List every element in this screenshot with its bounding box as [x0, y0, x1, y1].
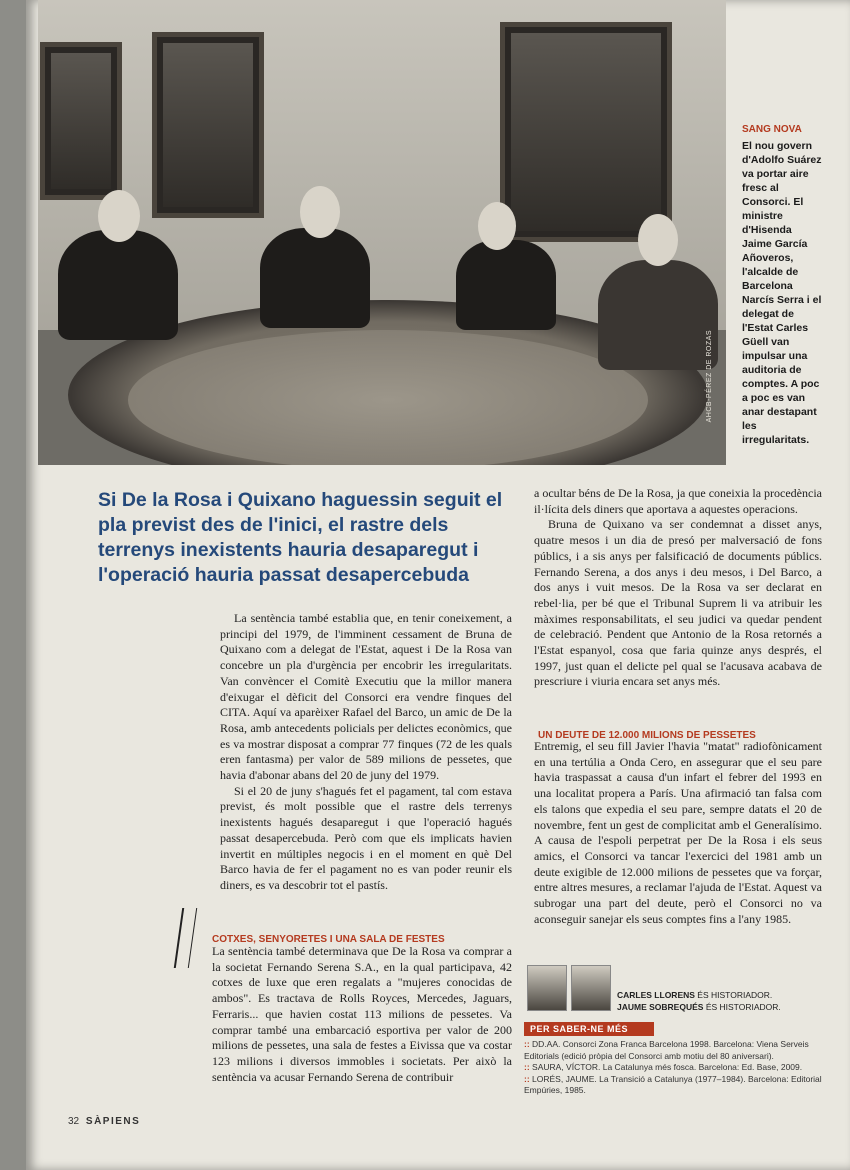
further-reading-heading: PER SABER-NE MÉS: [524, 1022, 654, 1036]
authors-block: [525, 965, 825, 1015]
portrait-frame-3: [500, 22, 672, 242]
author-2-role: ÉS HISTORIADOR.: [705, 1002, 781, 1012]
right-column-lower: [534, 739, 822, 927]
right-subheading: UN DEUTE DE 12.000 MILIONS DE PESSETES: [538, 730, 756, 741]
photo-caption: [742, 124, 822, 447]
person-3-head: [478, 202, 516, 250]
left-paragraph-2: Si el 20 de juny s'hagués fet el pagament, tal com estava previst, és molt possible que el rastre dels terrenys inexistents hagués desaparegut i que l'operació hagués passat desapercebuda. Però com que els implicats havien invertit en múltiples negocis i en el moment en què Del Barco havia de fer el pagament no es van poder reunir els diners, es va descobrir tot el pastís.: [220, 783, 512, 892]
further-reading: [524, 1022, 824, 1104]
left-column-lower: [212, 944, 512, 1085]
person-4: [598, 260, 718, 370]
meeting-photo: [38, 0, 726, 465]
person-2-head: [300, 186, 340, 238]
left-paragraph-3: La sentència també determinava que De la Rosa va comprar a la societat Fernando Serena S.A., en la qual participava, 42 cotxes de luxe que eren regalats a "mujeres conocidas de ambos". Es tractava de Rolls Royces, Mercedes, Jaguars, Ferraris... que havien costat 113 milions de pessetes. Va comprar també una embarcació esportiva per valor de 200 milions de pessetes, una sala de festes a Eivissa que va costar 123 milions i diversos immobles i societats. Per això la sentència va acusar Fernando Serena de contribuir: [212, 944, 512, 1084]
author-line-1: [617, 989, 781, 1001]
right-column: [534, 486, 822, 690]
person-1-head: [98, 190, 140, 242]
page-footer: [68, 1116, 140, 1127]
left-subheading: COTXES, SENYORETES I UNA SALA DE FESTES: [212, 934, 445, 945]
right-paragraph-3: Entremig, el seu fill Javier l'havia "matat" radiofònicament en una tertúlia a Onda Cero, en assegurar que el seu pare havia traspassat a causa d'un infart el febrer del 1993 en una localitat propera a París. Una afirmació tan falsa com els talons que expedia el seu pare, sempre datats el 20 de novembre, fent un gest de complicitat amb el Generalísimo. A causa de l'espoli perpetrat per De la Rosa i els seus amics, el Consorci va tancar l'exercici del 1981 amb un deute exigible de 12.000 milions de pessetes que va forçar, entre altres mesures, a reclamar l'ajuda de l'Estat. Aquest va subrogar una part del deute, però el Consorci no va aconseguir sanejar els seus comptes fins a l'any 1985.: [534, 739, 822, 926]
table-inlay: [128, 330, 648, 465]
person-2: [260, 228, 370, 328]
magazine-brand: SÀPIENS: [85, 1116, 141, 1127]
left-paragraph-1: La sentència també establia que, en tenir coneixement, a principi del 1979, de l'imminent cessament de Bruna de Quixano com a delegat de l'Estat, aquest i De la Rosa van concebre un pla d'urgència per encobrir les irregularitats. Van convèncer el Comitè Executiu que la millor manera d'eixugar el dèficit del Consorci era vendre finques del CITA. Aquí va aparèixer Rafael del Barco, un amic de De la Rosa, amb antecedents policials per delictes econòmics, que es va mostrar disposat a comprar 77 finques (72 de les quals eren fantasma) per valor de 589 milions de pessetes, que havia d'abonar abans del 20 de juny del 1979.: [220, 611, 512, 783]
page-number: 32: [68, 1116, 80, 1127]
further-reading-list: [524, 1039, 824, 1097]
portrait-frame-2: [152, 32, 264, 218]
left-column: [220, 611, 512, 894]
author-2-name: JAUME SOBREQUÉS: [617, 1002, 704, 1012]
person-1: [58, 230, 178, 340]
photo-credit: AHCB-PÉREZ DE ROZAS: [706, 330, 713, 423]
author-1-role: ÉS HISTORIADOR.: [697, 990, 773, 1000]
right-paragraph-1: a ocultar béns de De la Rosa, ja que coneixia la procedència il·lícita dels diners que aportava a aquestes operacions.: [534, 486, 822, 516]
author-1-name: CARLES LLORENS: [617, 990, 695, 1000]
author-credits: [617, 989, 781, 1013]
right-paragraph-2: Bruna de Quixano va ser condemnat a disset anys, quatre mesos i un dia de presó per malversació de fons públics, i a sis anys per falsificació de documents públics. Fernando Serena, a dos anys i deu mesos, i Del Barco, a dos anys i vuit mesos. De la Rosa va ser declarat en rebel·lia, per bé que el Tribunal Suprem li va atribuir les màximes responsabilitats, el seu judici va quedar pendent de celebració. Pendent que Antonio de la Rosa retornés a l'Estat espanyol, cosa que faria quinze anys després, el 1997, just quan el delicte pel qual se l'acusava acabava de prescriure i viuria encara set anys més.: [534, 517, 822, 689]
person-4-head: [638, 214, 678, 266]
author-photo-1: [527, 965, 567, 1011]
reading-item: :: SAURA, VÍCTOR. La Catalunya més fosca. Barcelona: Ed. Base, 2009.: [524, 1062, 803, 1072]
portrait-frame-1: [40, 42, 122, 200]
reading-item: :: DD.AA. Consorci Zona Franca Barcelona 1998. Barcelona: Viena Serveis Editorials (edició pròpia del Consorci amb motiu del 80 aniversari).: [524, 1039, 809, 1061]
caption-title: SANG NOVA: [742, 124, 802, 135]
author-line-2: [617, 1001, 781, 1013]
caption-body: El nou govern d'Adolfo Suárez va portar aire fresc al Consorci. El ministre d'Hisenda Jaime García Añoveros, l'alcalde de Barcelona Narcís Serra i el delegat de l'Estat Carles Güell van impulsar una auditoria de comptes. A poc a poc es van anar destapant les irregularitats.: [742, 140, 822, 446]
author-photo-2: [571, 965, 611, 1011]
person-3: [456, 240, 556, 330]
pull-quote: Si De la Rosa i Quixano haguessin seguit el pla previst des de l'inici, el rastre dels terrenys inexistents hauria desaparegut i l'operació hauria passat desapercebuda: [98, 489, 503, 586]
reading-item: :: LORÉS, JAUME. La Transició a Catalunya (1977–1984). Barcelona: Editorial Empúries, 1985.: [524, 1073, 822, 1095]
